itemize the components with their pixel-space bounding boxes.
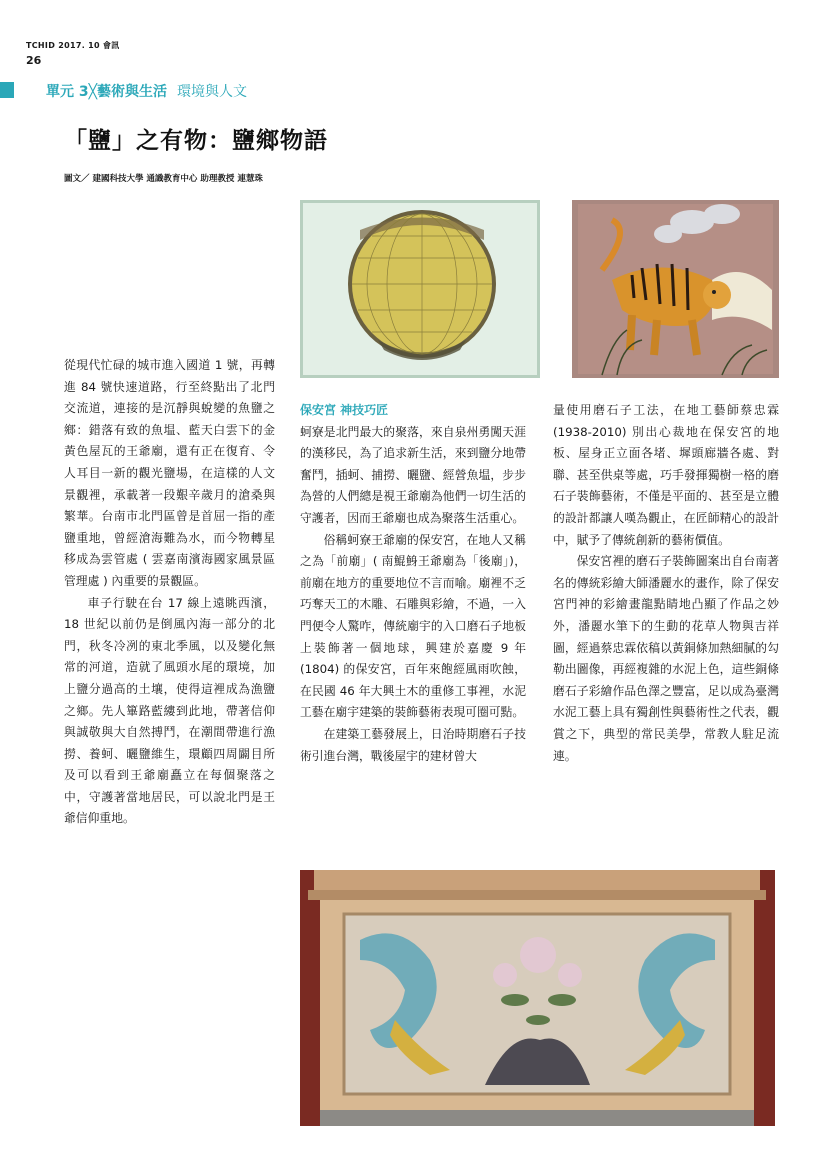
unit-label-sub: 環境與人文 — [177, 84, 248, 100]
unit-label — [46, 81, 247, 101]
phoenix-peony-panel-icon — [300, 870, 775, 1126]
article-column-3 — [553, 400, 779, 767]
paragraph: 車子行駛在台 17 線上遠眺西濱，18 世紀以前仍是倒風內海一部分的北門，秋冬冷冽的東北季風，以及變化無常的河道，造就了風頭水尾的環境，加上鹽分過高的土壤，使得這裡成為漁鹽之鄉。先人篳路藍縷到此地，帶著信仰與誠敬與大自然搏鬥，在潮間帶進行漁撈、養蚵、曬鹽維生，環顧四周闢目所及可以看到王爺廟矗立在每個聚落之中，守護著當地居民，可以說北門是王爺信仰重地。 — [64, 595, 275, 826]
altar-table-photo — [300, 870, 775, 1126]
globe-floor-photo — [300, 200, 540, 378]
section-heading: 保安宮 神技巧匠 — [300, 403, 389, 417]
section-color-tab — [0, 82, 14, 98]
paragraph: 俗稱蚵寮王爺廟的保安宮，在地人又稱之為「前廟」( 南鯤鯓王爺廟為「後廟」)，前廟在地方的重要地位不言而喻。廟裡不乏巧奪天工的木雕、石雕與彩繪，不過，一入門便令人驚咋，傳統廟宇的入口磨石子地板上裝飾著一個地球，興建於嘉慶 9 年 (1804) 的保安宮，百年來飽經風雨吹蝕，在民國 46 年大興土木的重修工事裡，水泥工藝在廟宇建築的裝飾藝術表現可圈可點。 — [300, 532, 526, 720]
paragraph: 蚵寮是北門最大的聚落，來自泉州勇闖天涯的漢移民，為了追求新生活，來到鹽分地帶奮鬥，插蚵、捕撈、曬鹽、經營魚塭，步步為營的人們總是視王爺廟為他們一切生活的守護者，因而王爺廟也成為聚落生活重心。 — [300, 424, 526, 525]
paragraph: 從現代忙碌的城市進入國道 1 號，再轉進 84 號快速道路，行至終點出了北門交流道，連接的是沉靜與蛻變的魚鹽之鄉：錯落有致的魚塭、藍天白雲下的金黃色屋瓦的王爺廟，還有正在復育、令人耳目一新的觀光鹽場，在這樣的人文景觀裡，承載著一段艱辛歲月的滄桑與繁華。台南市北門區曾是首屈一指的產鹽重地，曾經滄海難為水，而今物轉星移成為雲管處 ( 雲嘉南濱海國家風景區管理處 ) 內重要的景觀區。 — [64, 358, 275, 588]
publication-header: TCHID 2017. 10 會訊 — [26, 41, 120, 50]
paragraph: 保安宮裡的磨石子裝飾圖案出自台南著名的傳統彩繪大師潘麗水的畫作，除了保安宮門神的彩繪畫龍點睛地凸顯了作品之妙外，潘麗水筆下的生動的花草人物與吉祥圖，經過蔡忠霖依稿以黃銅條加熱細膩的勾勒出圖像，再經複雜的水泥上色，這些銅條磨石子彩繪作品色澤之豐富，足以成為臺灣水泥工藝上具有獨創性與藝術性之代表，觀賞之下，典型的常民美學，常教人駐足流連。 — [553, 554, 779, 763]
globe-mosaic-icon — [300, 200, 540, 378]
page-number: 26 — [26, 54, 42, 67]
unit-label-main: 單元 3╳藝術與生活 — [46, 84, 168, 100]
tiger-panel-photo — [572, 200, 779, 378]
article-column-2 — [300, 400, 526, 767]
paragraph: 在建築工藝發展上，日治時期磨石子技術引進台灣，戰後屋宇的建材曾大 — [300, 726, 526, 763]
paragraph: 量使用磨石子工法，在地工藝師蔡忠霖 (1938-2010) 別出心裁地在保安宮的地板、屋身正立面各堵、墀頭廊牆各處、對聯、甚至供桌等處，巧手發揮獨樹一格的磨石子裝飾藝術，不僅是平面的、甚至是立體的設計都讓人嘆為觀止，在匠師精心的設計中，賦予了傳統創新的藝術價值。 — [553, 403, 779, 547]
article-title: 「鹽」之有物：鹽鄉物語 — [64, 128, 328, 154]
tiger-mural-icon — [572, 200, 779, 378]
article-byline: 圖文／ 建國科技大學 通識教育中心 助理教授 連慧珠 — [64, 174, 263, 184]
article-column-1 — [64, 355, 275, 830]
